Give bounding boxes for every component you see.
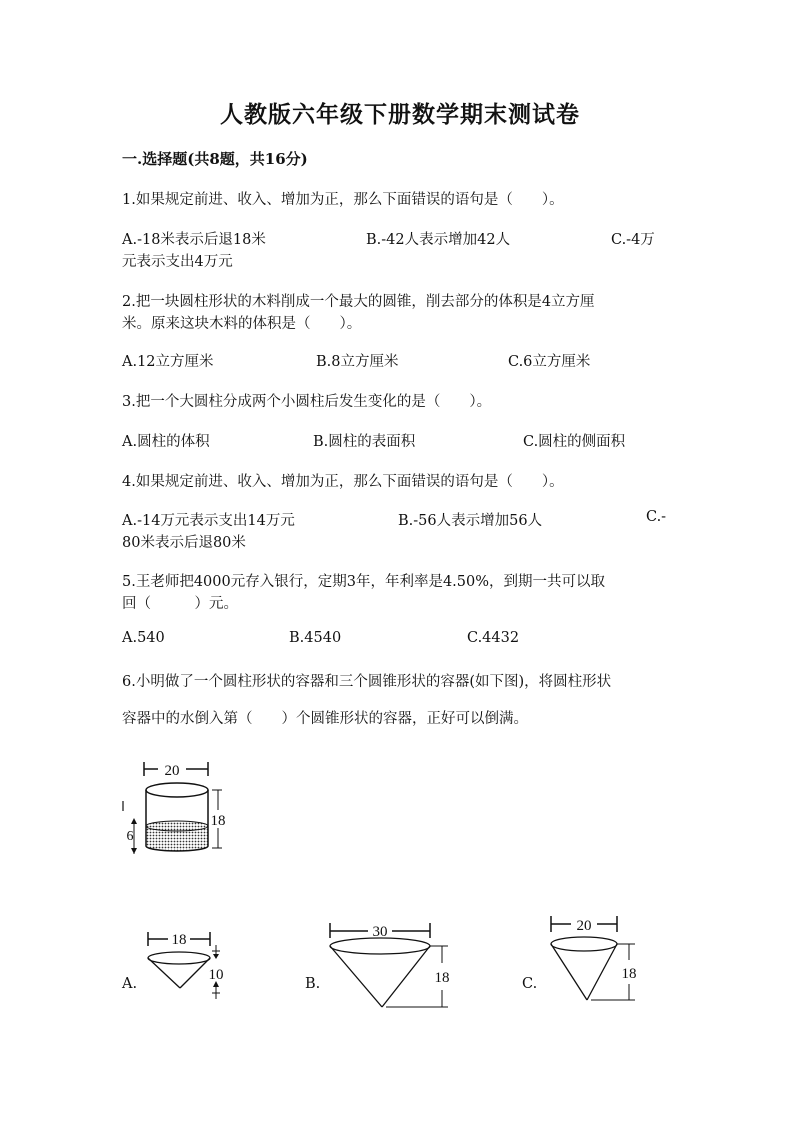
question-5-text-line-1: 5.王老师把4000元存入银行，定期3年，年利率是4.50%，到期一共可以取 (122, 574, 606, 590)
section-title: 一.选择题(共8题，共16分) (122, 150, 308, 168)
cylinder-diagram (122, 756, 232, 862)
question-2-option-c: C.6立方厘米 (508, 354, 591, 370)
question-2-option-b: B.8立方厘米 (316, 354, 399, 370)
cone-c-diagram (545, 912, 645, 1008)
question-1-option-a: A.-18米表示后退18米 (122, 232, 266, 248)
question-4-option-a: A.-14万元表示支出14万元 (122, 513, 295, 529)
question-1-text: 1.如果规定前进、收入、增加为正，那么下面错误的语句是（ ）。 (122, 192, 564, 208)
question-4-option-c: C.- (646, 509, 667, 525)
cone-b-diagram (326, 918, 454, 1014)
cone-c-height-label: 18 (621, 966, 637, 982)
question-5-option-b: B.4540 (289, 630, 342, 646)
question-5-option-a: A.540 (122, 630, 165, 646)
question-3-option-c: C.圆柱的侧面积 (523, 434, 626, 450)
question-6-text-line-2: 容器中的水倒入第（ ）个圆锥形状的容器，正好可以倒满。 (122, 711, 528, 727)
question-2-text-line-2: 米。原来这块木料的体积是（ ）。 (122, 316, 362, 332)
cone-a-diameter-label: 18 (171, 932, 187, 948)
cylinder-diameter-label: 20 (164, 763, 180, 779)
question-3-option-a: A.圆柱的体积 (122, 434, 210, 450)
question-2-text-line-1: 2.把一块圆柱形状的木料削成一个最大的圆锥，削去部分的体积是4立方厘 (122, 294, 595, 310)
cone-c-label: C. (522, 976, 538, 992)
question-1-option-c: C.-4万 (611, 232, 655, 248)
question-3-option-b: B.圆柱的表面积 (313, 434, 416, 450)
cylinder-water-label: 6 (126, 829, 134, 844)
question-3-text: 3.把一个大圆柱分成两个小圆柱后发生变化的是（ ）。 (122, 394, 492, 410)
cone-a-diagram (140, 925, 240, 1005)
question-5-option-c: C.4432 (467, 630, 520, 646)
cone-a-height-label: 10 (208, 967, 224, 983)
question-1-option-b: B.-42人表示增加42人 (366, 232, 511, 248)
question-4-option-b: B.-56人表示增加56人 (398, 513, 543, 529)
cone-a-label: A. (122, 976, 138, 992)
question-1-option-c-wrap: 元表示支出4万元 (122, 254, 233, 270)
question-2-option-a: A.12立方厘米 (122, 354, 214, 370)
cone-c-diameter-label: 20 (576, 918, 592, 934)
cone-b-diameter-label: 30 (372, 924, 388, 940)
question-4-option-c-wrap: 80米表示后退80米 (122, 535, 246, 551)
cone-b-height-label: 18 (434, 970, 450, 986)
cone-b-label: B. (305, 976, 321, 992)
page-title: 人教版六年级下册数学期末测试卷 (220, 101, 580, 128)
question-4-text: 4.如果规定前进、收入、增加为正，那么下面错误的语句是（ ）。 (122, 474, 564, 490)
cylinder-height-label: 18 (210, 813, 226, 829)
question-5-text-line-2: 回（ ）元。 (122, 596, 238, 612)
question-6-text-line-1: 6.小明做了一个圆柱形状的容器和三个圆锥形状的容器(如下图)，将圆柱形状 (122, 674, 612, 690)
